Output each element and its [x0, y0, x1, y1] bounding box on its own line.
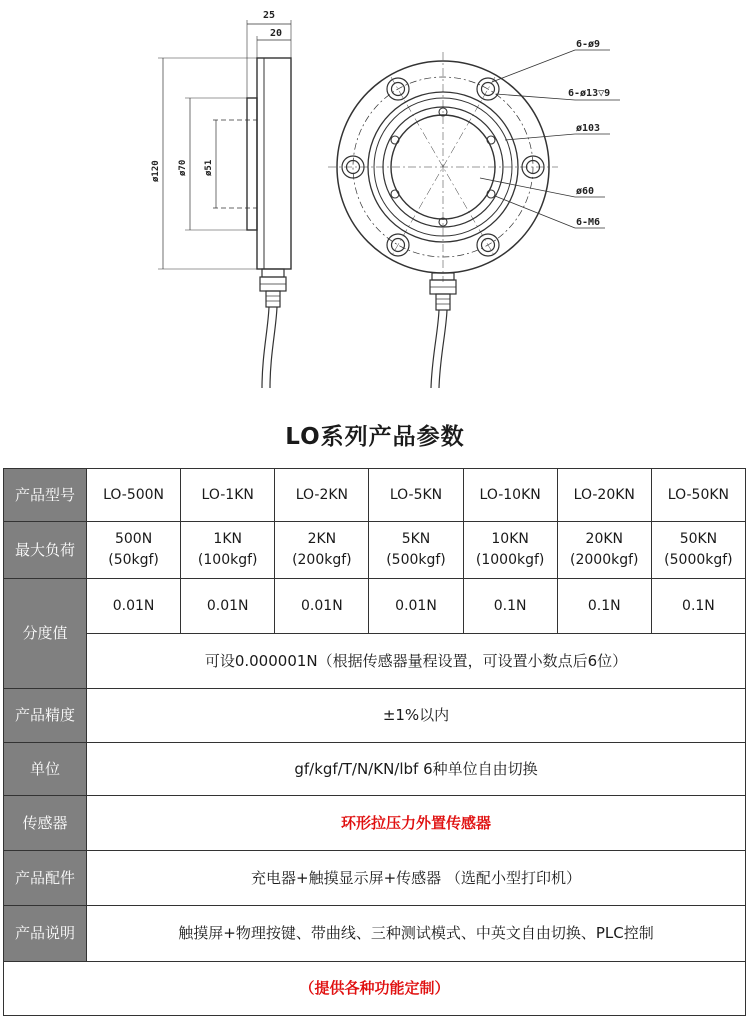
sensor-value: 环形拉压力外置传感器: [87, 796, 746, 851]
side-flange: [257, 58, 291, 269]
dia-51-label: ø51: [204, 159, 214, 176]
resolution-cell: 0.1N: [463, 579, 557, 634]
accuracy-value: ±1%以内: [87, 689, 746, 743]
resolution-cell: 0.1N: [651, 579, 745, 634]
model-label: 产品型号: [4, 469, 87, 522]
max-load-kgf: (100kgf): [197, 552, 258, 568]
max-load-cell: [557, 522, 651, 579]
row-description: [4, 906, 746, 962]
max-load-cell: [275, 522, 369, 579]
unit-label: 单位: [4, 743, 87, 796]
max-load-n: 5KN: [401, 531, 431, 547]
row-accessories: [4, 851, 746, 906]
row-unit: [4, 743, 746, 796]
accessories-label: 产品配件: [4, 851, 87, 906]
max-load-n: 20KN: [585, 531, 623, 547]
resolution-cell: 0.01N: [275, 579, 369, 634]
dia-70-label: ø70: [178, 159, 188, 176]
max-load-label: 最大负荷: [4, 522, 87, 579]
front-view-labels: [568, 39, 610, 228]
technical-drawing: [0, 0, 750, 410]
row-custom: [4, 962, 746, 1016]
max-load-kgf: (200kgf): [292, 552, 352, 568]
holes-9-label: 6-ø9: [576, 39, 601, 50]
dim-20-label: 20: [270, 28, 283, 39]
max-load-n: 50KN: [679, 531, 718, 547]
max-load-n: 2KN: [307, 531, 337, 547]
resolution-cell: 0.01N: [181, 579, 275, 634]
accessories-value: 充电器+触摸显示屏+传感器 （选配小型打印机）: [87, 851, 746, 906]
resolution-cell: 0.1N: [557, 579, 651, 634]
threads-label: 6-M6: [576, 217, 601, 228]
resolution-cell: 0.01N: [369, 579, 463, 634]
sensor-label: 传感器: [4, 796, 87, 851]
max-load-kgf: (1000kgf): [475, 552, 545, 568]
model-cell: LO-5KN: [369, 469, 463, 522]
max-load-kgf: (50kgf): [108, 552, 159, 568]
side-view: [158, 20, 291, 388]
row-max-load: [4, 522, 746, 579]
description-label: 产品说明: [4, 906, 87, 962]
dia-103-label: ø103: [576, 123, 601, 134]
row-resolution: [4, 579, 746, 634]
max-load-n: 10KN: [491, 531, 529, 547]
resolution-cell: 0.01N: [87, 579, 181, 634]
unit-value: gf/kgf/T/N/KN/lbf 6种单位自由切换: [87, 743, 746, 796]
max-load-n: 500N: [114, 531, 153, 547]
row-model: [4, 469, 746, 522]
resolution-note: 可设0.000001N（根据传感器量程设置，可设置小数点后6位）: [87, 634, 746, 689]
max-load-kgf: (5000kgf): [664, 552, 733, 568]
max-load-cell: [651, 522, 745, 579]
side-view-labels: [151, 10, 282, 182]
model-cell: LO-500N: [87, 469, 181, 522]
accuracy-label: 产品精度: [4, 689, 87, 743]
page-title: LO系列产品参数: [285, 424, 465, 450]
max-load-kgf: (500kgf): [386, 552, 446, 568]
description-value: 触摸屏+物理按键、带曲线、三种测试模式、中英文自由切换、PLC控制: [87, 906, 746, 962]
max-load-cell: [87, 522, 181, 579]
side-hub: [247, 98, 257, 230]
dia-120-label: ø120: [151, 160, 161, 182]
model-cell: LO-1KN: [181, 469, 275, 522]
model-cell: LO-10KN: [463, 469, 557, 522]
model-cell: LO-2KN: [275, 469, 369, 522]
dim-25-label: 25: [263, 10, 276, 21]
row-accuracy: [4, 689, 746, 743]
resolution-label: 分度值: [4, 579, 87, 689]
custom-note: （提供各种功能定制）: [4, 962, 746, 1016]
max-load-n: 1KN: [213, 531, 242, 547]
row-resolution-note: [4, 634, 746, 689]
model-cell: LO-50KN: [651, 469, 745, 522]
spec-table: [3, 468, 746, 1016]
row-sensor: [4, 796, 746, 851]
model-cell: LO-20KN: [557, 469, 651, 522]
dia-60-label: ø60: [576, 186, 595, 197]
max-load-cell: [463, 522, 557, 579]
max-load-cell: [369, 522, 463, 579]
max-load-kgf: (2000kgf): [570, 552, 639, 568]
max-load-cell: [181, 522, 275, 579]
drawing-svg: [0, 0, 750, 410]
counterbore-label: 6-ø13▽9: [568, 88, 611, 99]
